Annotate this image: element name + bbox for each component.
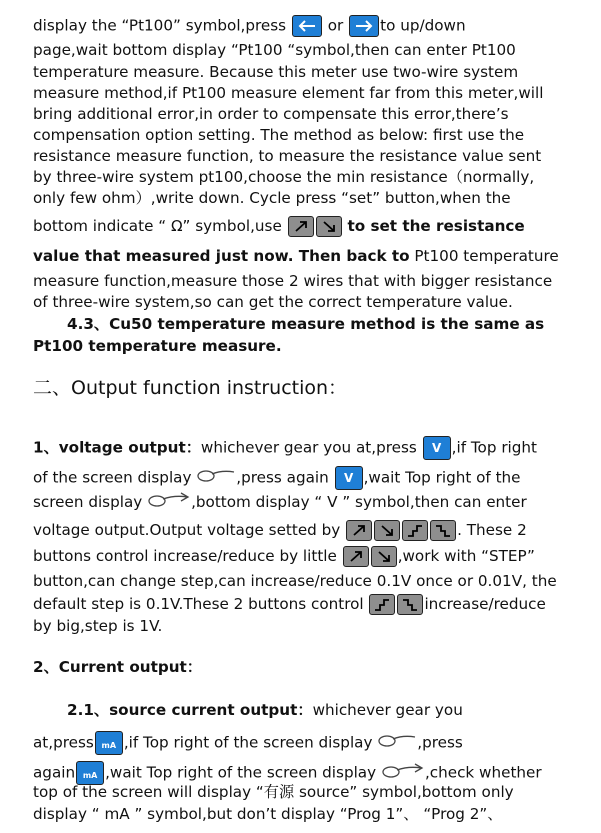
arrow-right-icon xyxy=(350,16,378,36)
text-line: by three-wire system pt100,choose the min resistance（normally, xyxy=(33,168,535,186)
text-line: 1、voltage output：whichever gear you at,press V ,if Top right xyxy=(33,436,537,460)
arrow-left-icon xyxy=(293,16,321,36)
step-down-icon xyxy=(398,595,422,614)
right-arrow-key xyxy=(349,15,379,37)
text-line: Pt100 temperature measure. xyxy=(33,337,282,355)
hand-pointer-icon xyxy=(147,491,191,514)
text-line: measure function,measure those 2 wires that with bigger resistance xyxy=(33,272,553,290)
v-key: V xyxy=(423,436,451,460)
down-big-key xyxy=(430,520,456,541)
arrow-down-right-icon xyxy=(375,521,399,540)
text-line: again mA ,wait Top right of the screen display ,check whether xyxy=(33,761,542,785)
text-line: default step is 0.1V.These 2 buttons control increase/reduce xyxy=(33,595,546,613)
up-big-key xyxy=(402,520,428,541)
down-small-key xyxy=(374,520,400,541)
down-small-key xyxy=(371,546,397,567)
text-line: screen display ,bottom display “ V ” symbol,then can enter xyxy=(33,491,527,514)
hand-pointer-icon xyxy=(196,468,236,489)
text-line: by big,step is 1V. xyxy=(33,617,163,635)
step-up-icon xyxy=(403,521,427,540)
arrow-up-right-icon xyxy=(289,217,313,236)
v-key: V xyxy=(335,466,363,490)
text-line: display the “Pt100” symbol,press or to up/down xyxy=(33,15,466,37)
text-line: bottom indicate “ Ω” symbol,use to set the resistance xyxy=(33,217,525,235)
text-line: at,press mA ,if Top right of the screen display ,press xyxy=(33,731,463,755)
text-line: 4.3、Cu50 temperature measure method is the same as xyxy=(67,315,545,333)
up-big-key xyxy=(369,594,395,615)
text-line: 2.1、source current output：whichever gear you xyxy=(67,701,463,719)
text-line: measure method,if Pt100 measure element far from this meter,will xyxy=(33,84,544,102)
subsection-heading: 2、Current output： xyxy=(33,658,202,676)
ma-key: mA xyxy=(95,731,123,755)
left-arrow-key xyxy=(292,15,322,37)
ma-key: mA xyxy=(76,761,104,785)
step-down-icon xyxy=(431,521,455,540)
arrow-up-right-icon xyxy=(347,521,371,540)
text-line: top of the screen will display “有源 source” symbol,bottom only xyxy=(33,783,514,801)
text-line: bring additional error,in order to compensate this error,there’s xyxy=(33,105,509,123)
text-line: value that measured just now. Then back to Pt100 temperature xyxy=(33,247,559,265)
arrow-down-right-icon xyxy=(372,547,396,566)
hand-pointer-icon xyxy=(377,733,417,754)
text-line: resistance measure function, to measure the resistance value sent xyxy=(33,147,542,165)
text-line: only few ohm）,write down. Cycle press “set” button,when the xyxy=(33,189,511,207)
down-small-key xyxy=(316,216,342,237)
text-line: buttons control increase/reduce by little ,work with “STEP” xyxy=(33,547,535,565)
section-heading: 二、Output function instruction： xyxy=(33,377,348,399)
arrow-down-right-icon xyxy=(317,217,341,236)
up-small-key xyxy=(343,546,369,567)
step-up-icon xyxy=(370,595,394,614)
text-line: page,wait bottom display “Pt100 “symbol,then can enter Pt100 xyxy=(33,41,516,59)
text-line: of three-wire system,so can get the correct temperature value. xyxy=(33,293,513,311)
text-line: of the screen display ,press again V ,wait Top right of the xyxy=(33,466,521,490)
text-line: button,can change step,can increase/reduce 0.1V once or 0.01V, the xyxy=(33,572,557,590)
text-line: compensation option setting. The method as below: first use the xyxy=(33,126,525,144)
up-small-key xyxy=(346,520,372,541)
text-line: temperature measure. Because this meter use two-wire system xyxy=(33,63,519,81)
up-small-key xyxy=(288,216,314,237)
text-line: voltage output.Output voltage setted by . These 2 xyxy=(33,521,527,539)
arrow-up-right-icon xyxy=(344,547,368,566)
text-line: display “ mA ” symbol,but don’t display “Prog 1”、 “Prog 2”、 xyxy=(33,805,503,823)
down-big-key xyxy=(397,594,423,615)
